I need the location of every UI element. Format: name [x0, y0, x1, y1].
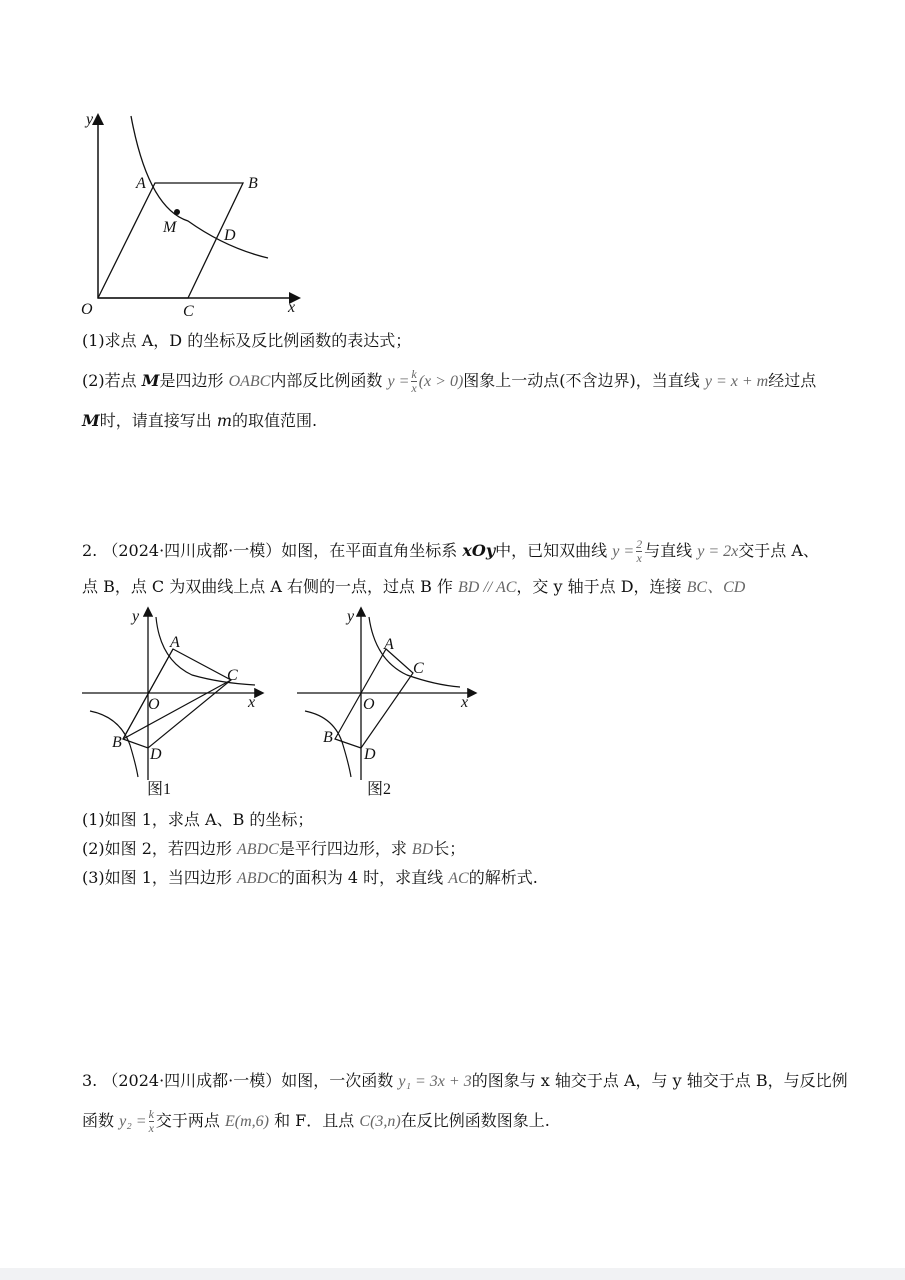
- text: 交于两点: [155, 1111, 220, 1130]
- fig2b-caption: 图2: [367, 781, 392, 798]
- fig2b-c-label: C: [413, 660, 424, 677]
- math: BC、CD: [686, 579, 746, 596]
- fig2a-d-label: D: [150, 746, 162, 763]
- text: 是平行四边形，求: [278, 839, 407, 858]
- fig1-x-label: x: [288, 299, 296, 316]
- math: ABDC: [237, 841, 279, 858]
- fig2a-o-label: O: [148, 696, 160, 713]
- bottom-strip: [0, 1268, 905, 1280]
- fig1-c-label: C: [183, 303, 194, 320]
- text: 函数: [82, 1111, 115, 1130]
- math-func: y =: [612, 543, 635, 560]
- p2-question-3: [82, 867, 538, 890]
- text: xOy: [462, 541, 496, 560]
- p2-header-line-2: [82, 576, 745, 599]
- p1-question-2-line-1: [82, 368, 816, 395]
- text: 是四边形: [159, 371, 224, 390]
- text: ，交 y 轴于点 D，连接: [516, 577, 682, 596]
- text: 经过点: [768, 371, 817, 390]
- p3-header-line-1: [82, 1070, 848, 1093]
- text: (2)若点: [82, 371, 137, 390]
- text: 交于点 A、: [738, 541, 819, 560]
- math-point: E(m,6): [225, 1113, 269, 1130]
- math-line: y = 2x: [697, 543, 739, 560]
- fig2a-a-label: A: [170, 634, 180, 651]
- math-shape: OABC: [228, 373, 271, 390]
- text: 的图象与 x 轴交于点 A，与 y 轴交于点 B，与反比例: [471, 1071, 848, 1090]
- fig1-o-label: O: [81, 301, 93, 318]
- figure-2-2: [295, 605, 485, 805]
- fraction: $\frac{2}{x}$: [636, 537, 643, 565]
- text: 长；: [433, 839, 466, 858]
- text: 在反比例函数图象上.: [400, 1111, 550, 1130]
- fig2b-d-label: D: [364, 746, 376, 763]
- math-func: y =: [387, 373, 410, 390]
- text: (2)如图 2，若四边形: [82, 839, 232, 858]
- fig2b-x-label: x: [461, 694, 469, 711]
- text: 3. （2024·四川成都·一模）如图，一次函数: [82, 1071, 394, 1090]
- text: 的面积为 4 时，求直线: [278, 868, 444, 887]
- figure-parallelogram: [76, 108, 306, 320]
- fig2b-b-label: B: [323, 729, 333, 746]
- fig2a-b-label: B: [112, 734, 122, 751]
- fraction: $\frac{k}{x}$: [148, 1107, 154, 1135]
- text: 和 F．且点: [274, 1111, 355, 1130]
- p1-question-2-line-2: [82, 410, 317, 432]
- fig2b-y-label: y: [347, 608, 355, 625]
- math-point: C(3,n): [359, 1113, 401, 1130]
- fig1-m-label: M: [163, 219, 177, 236]
- text: 与直线: [644, 541, 693, 560]
- text: 时，请直接写出: [99, 411, 212, 430]
- text: 内部反比例函数: [270, 371, 383, 390]
- fig1-y-label: y: [86, 111, 94, 128]
- fig1-d-label: D: [224, 227, 236, 244]
- math: ABDC: [237, 870, 279, 887]
- p1-question-1: (1)求点 A，D 的坐标及反比例函数的表达式；: [82, 331, 412, 350]
- fig2a-y-label: y: [132, 608, 140, 625]
- math-func: y₁ = 3x + 3: [398, 1073, 472, 1090]
- text: m: [216, 411, 232, 430]
- text: (3)如图 1，当四边形: [82, 868, 232, 887]
- p2-header-line-1: [82, 538, 819, 565]
- p3-header-line-2: [82, 1108, 550, 1135]
- math: BD // AC: [458, 579, 517, 596]
- fig1-b-label: B: [248, 175, 258, 192]
- text: 中，已知双曲线: [495, 541, 608, 560]
- math-cond: (x > 0): [418, 373, 464, 390]
- text: M: [141, 371, 160, 390]
- math-func: y₂ =: [119, 1113, 147, 1130]
- fig2a-x-label: x: [248, 694, 256, 711]
- math: AC: [448, 870, 469, 887]
- math: BD: [411, 841, 434, 858]
- text: 点 B，点 C 为双曲线上点 A 右侧的一点，过点 B 作: [82, 577, 453, 596]
- text: M: [82, 411, 100, 430]
- fig2a-caption: 图1: [147, 781, 172, 798]
- p2-question-1: (1)如图 1，求点 A、B 的坐标；: [82, 810, 314, 829]
- text: 的取值范围.: [232, 411, 318, 430]
- fig1-a-label: A: [136, 175, 146, 192]
- fig2b-o-label: O: [363, 696, 375, 713]
- p2-question-2: [82, 838, 465, 861]
- figure-2-1: [80, 605, 270, 805]
- fraction: $\frac{k}{x}$: [411, 367, 417, 395]
- text: 图象上一动点(不含边界)，当直线: [463, 371, 700, 390]
- fig2a-c-label: C: [227, 667, 238, 684]
- text: 的解析式.: [468, 868, 538, 887]
- fig2b-a-label: A: [384, 636, 394, 653]
- math-line: y = x + m: [704, 373, 769, 390]
- text: 2. （2024·四川成都·一模）如图，在平面直角坐标系: [82, 541, 458, 560]
